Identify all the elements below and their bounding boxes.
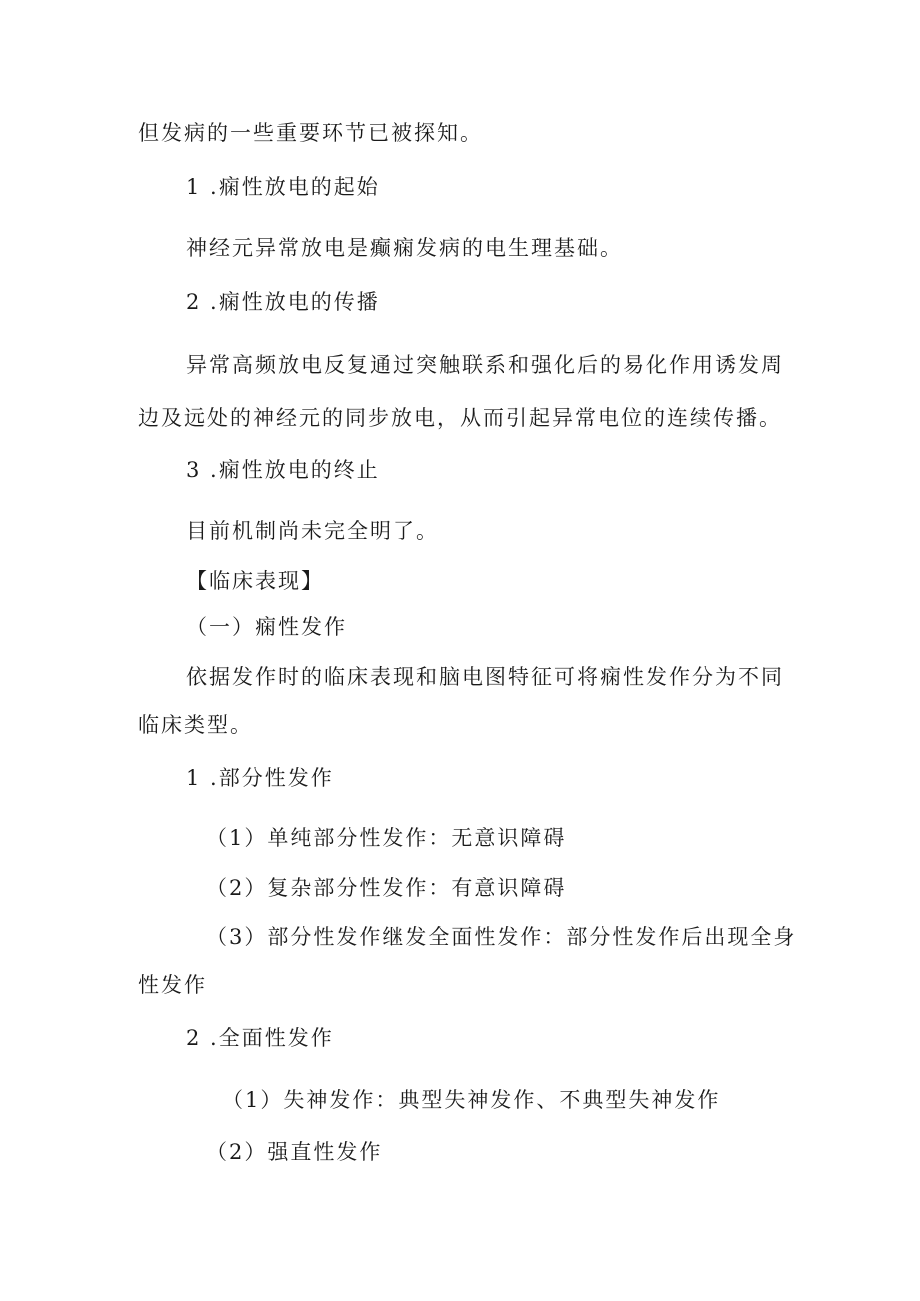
paragraph-spread-line1: 异常高频放电反复通过突触联系和强化后的易化作用诱发周 bbox=[186, 353, 784, 377]
paragraph-spread-line2: 边及远处的神经元的同步放电，从而引起异常电位的连续传播。 bbox=[138, 406, 782, 430]
subsection-heading-seizures: （一）痫性发作 bbox=[186, 615, 347, 639]
list-item-tonic: （2）强直性发作 bbox=[206, 1140, 383, 1164]
paragraph-classification-line1: 依据发作时的临床表现和脑电图特征可将痫性发作分为不同 bbox=[186, 665, 784, 689]
paragraph-termination: 目前机制尚未完全明了。 bbox=[186, 519, 439, 543]
heading-discharge-spread: 2 .痫性放电的传播 bbox=[186, 290, 380, 314]
list-item-secondary-generalized-cont: 性发作 bbox=[138, 973, 207, 997]
list-item-absence: （1）失神发作：典型失神发作、不典型失神发作 bbox=[222, 1088, 721, 1112]
heading-discharge-onset: 1 .痫性放电的起始 bbox=[186, 175, 380, 199]
list-item-secondary-generalized: （3）部分性发作继发全面性发作：部分性发作后出现全身 bbox=[206, 925, 797, 949]
list-item-simple-partial: （1）单纯部分性发作：无意识障碍 bbox=[206, 826, 567, 850]
heading-partial-seizure: 1 .部分性发作 bbox=[186, 766, 334, 790]
paragraph-onset: 神经元异常放电是癫痫发病的电生理基础。 bbox=[186, 236, 623, 260]
heading-generalized-seizure: 2 .全面性发作 bbox=[186, 1026, 334, 1050]
section-heading-clinical: 【临床表现】 bbox=[186, 569, 324, 593]
heading-discharge-termination: 3 .痫性放电的终止 bbox=[186, 458, 380, 482]
paragraph-continuation: 但发病的一些重要环节已被探知。 bbox=[138, 121, 483, 145]
paragraph-classification-line2: 临床类型。 bbox=[138, 713, 253, 737]
list-item-complex-partial: （2）复杂部分性发作：有意识障碍 bbox=[206, 876, 567, 900]
